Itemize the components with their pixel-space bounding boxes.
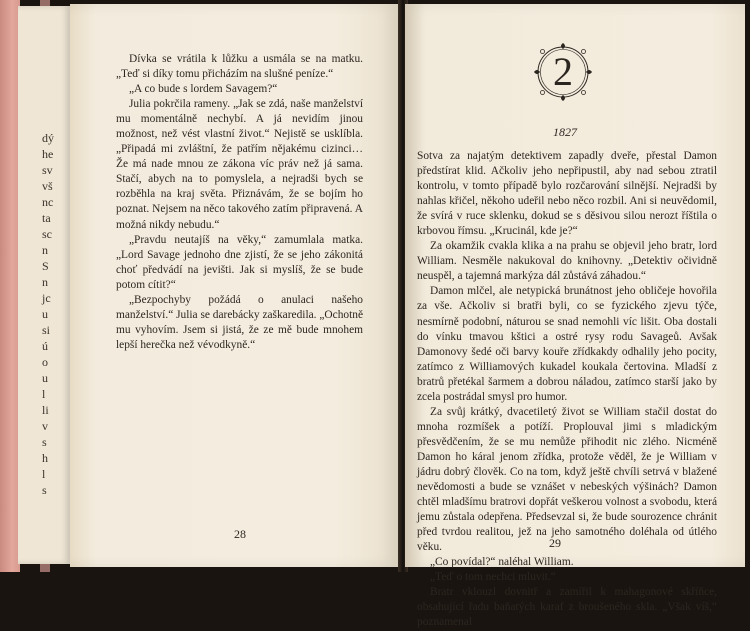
paragraph: Julia pokrčila rameny. „Jak se zdá, naše manželství mu momentálně nechybí. A já nevidím jinou možnost, než vést vlastní život.“ Nejistě se usklíbla. „Připadá mi zvláštní, že patřím nějakému cizinci… Že má nade mnou ze zákona víc práv než já sama. Stačí, abych na to pomyslela, a nejradši bych se rozběhla na kraj světa. Přiznávám, že se bojím ho poznat. Nejsem na něco takového zatím připravená. A možná nikdy nebudu.“	[116, 98, 363, 231]
paragraph: „Teď o tom nechci mluvit.“	[430, 571, 556, 584]
under-page-fragment: vš	[42, 179, 53, 193]
chapter-number: 2	[553, 49, 573, 94]
paragraph: Dívka se vrátila k lůžku a usmála se na matku. „Teď si díky tomu přicházím na slušné peníze.“	[116, 53, 363, 81]
page-number: 29	[549, 536, 561, 550]
left-page-body	[116, 52, 363, 353]
paragraph: Za okamžik cvakla klika a na prahu se objevil jeho bratr, lord William. Nesměle nakukoval do knihovny. „Detektiv očividně neuspěl, a tajemná markýza dál zůstává záhadou.“	[417, 240, 717, 283]
paragraph: „Co povídal?“ naléhal William.	[430, 556, 574, 569]
page-number: 28	[234, 527, 246, 541]
under-page-fragment: jc	[42, 291, 51, 305]
under-page-fragment: S	[42, 259, 49, 273]
chapter-year: 1827	[553, 125, 577, 139]
under-page-fragment: ú	[42, 339, 48, 353]
under-page-fragment: l	[42, 387, 46, 401]
under-page-fragment: li	[42, 403, 49, 417]
under-page-fragment: dý	[42, 131, 54, 145]
paragraph: Damon mlčel, ale netypická brunátnost jeho obličeje hovořila za vše. Ačkoliv si bratři byli, co se fyzického zjevu týče, nesmírně podobní, náturou se snad nemohli víc lišit. Oba dostali do vínku tmavou kštici a ostré rysy rodu Savageů. Avšak Damonovy šedé oči barvy kouře zřídkakdy odhalily jeho pocity, zatímco z Williamových kukadel koukala čertovina. Mladší z bratrů přetékal šarmem a dobrou náladou, zatímco starší jako by zcela postrádal smysl pro humor.	[417, 285, 717, 403]
under-page-fragment: si	[42, 323, 51, 337]
under-page-fragment: n	[42, 243, 48, 257]
book-cover-edge	[0, 0, 20, 572]
paragraph: Sotva za najatým detektivem zapadly dveře, přestal Damon předstírat klid. Ačkoliv jeho nepřipustil, aby nad sebou ztratil kontrolu, v tomto případě bylo rozčarování silnější. Nejradši by nahlas křičel, někoho udeřil nebo něco rozbil. Ani si neuvědomil, že svírá v ruce sklenku, dokud se s děsivou silou nerozt říštila o krbovou římsu. „Krucinál, kde je?“	[417, 150, 717, 238]
under-page-fragment: o	[42, 355, 48, 369]
under-page-fragment: ta	[42, 211, 51, 225]
under-page-fragment: nc	[42, 195, 54, 209]
under-page-fragment: l	[42, 467, 46, 481]
paragraph: „A co bude s lordem Savagem?“	[129, 83, 278, 96]
under-page-fragment: s	[42, 435, 47, 449]
paragraph: Bratr vklouzl dovnitř a zamířil k mahagonové skříňce, obsahující řadu baňatých karaf z broušeného skla. „Však víš,“ poznamenal	[417, 586, 717, 629]
underlying-page	[18, 6, 70, 564]
under-page-fragment: n	[42, 275, 48, 289]
under-page-fragment: u	[42, 307, 48, 321]
paragraph: Za svůj krátký, dvacetiletý život se William stačil dostat do mnoha rozmíšek a potíží. Proplouval jimi s mladickým přesvědčením, že se mu nemůže přihodit nic zlého. Nicméně Damon ho káral jenom zřídka, protože věděl, že je William v jádru dobrý člověk. Co na tom, když ještě chvíli setrvá v blažené nevědomosti a bude se vznášet v nebeských výšinách? Damon chtěl mladšímu bratrovi dopřát veškerou volnost a svobodu, která jemu zůstala odepřena. Předsevzal si, že bude sourozence chránit před tvrdou realitou, jež na jeho samotného doléhala od útlého věku.	[417, 405, 717, 554]
under-page-fragment: h	[42, 451, 48, 465]
under-page-fragment: sv	[42, 163, 53, 177]
paragraph: „Bezpochyby požádá o anulaci našeho manželství.“ Julia se darebácky zaškaredila. „Ochotně mu vyhovím. Jsem si jistá, že ze mě bude mnohem lepší herečka než vévodkyně.“	[116, 293, 364, 351]
under-page-fragment: s	[42, 483, 47, 497]
right-page-body	[417, 149, 717, 631]
under-page-fragment: sc	[42, 227, 52, 241]
under-page-fragment: v	[42, 419, 48, 433]
paragraph: „Pravdu neutajíš na věky,“ zamumlala matka. „Lord Savage jednoho dne zjistí, že se jeho zákonitá choť předvádí na jevišti. Jak si myslíš, že se bude potom cítit?“	[116, 233, 363, 291]
chapter-ornament	[533, 42, 593, 102]
under-page-fragment: he	[42, 147, 54, 161]
right-page	[405, 4, 745, 629]
under-page-fragment: u	[42, 371, 48, 385]
left-page	[70, 4, 400, 567]
